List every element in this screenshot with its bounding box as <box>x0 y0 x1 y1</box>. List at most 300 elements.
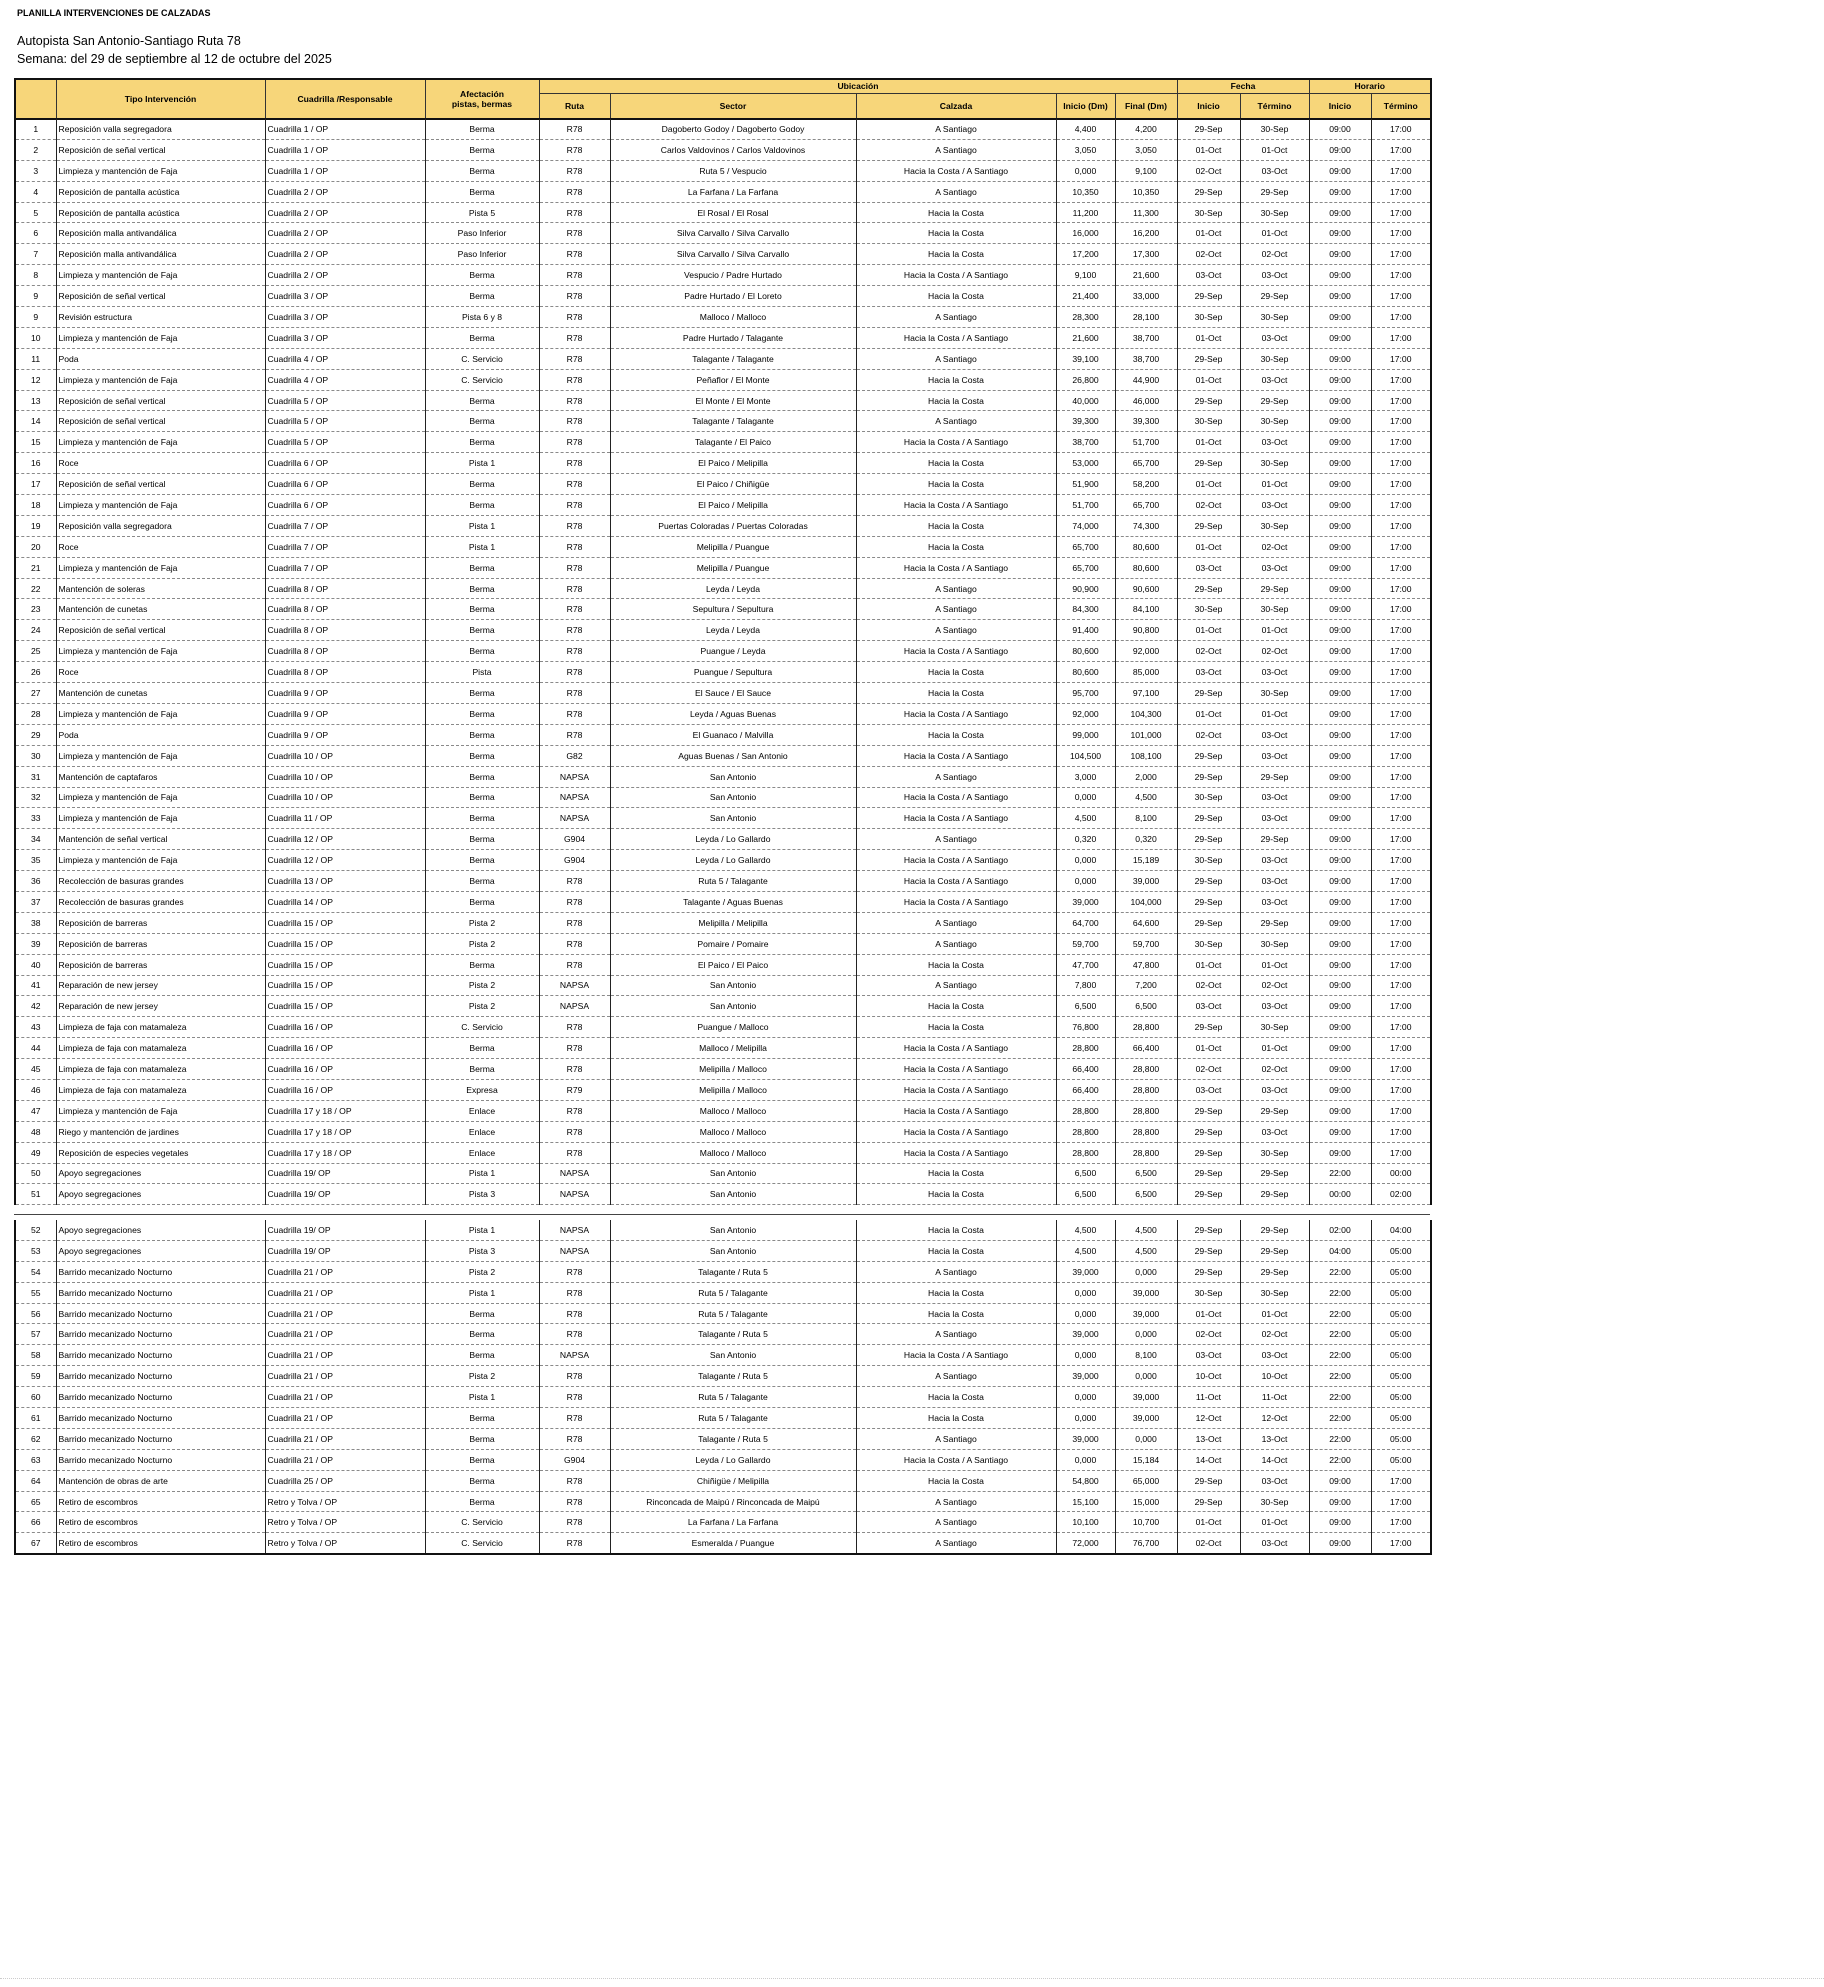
cell-tipo: Reparación de new jersey <box>56 975 265 996</box>
cell-final-dm: 28,800 <box>1115 1017 1177 1038</box>
cell-calzada: Hacia la Costa <box>856 1387 1056 1408</box>
cell-hora-inicio: 09:00 <box>1309 557 1371 578</box>
cell-tipo: Reposición malla antivandálica <box>56 223 265 244</box>
cell-afectacion: C. Servicio <box>425 1017 539 1038</box>
cell-hora-inicio: 09:00 <box>1309 369 1371 390</box>
cell-ruta: R78 <box>539 369 610 390</box>
cell-calzada: A Santiago <box>856 139 1056 160</box>
cell-tipo: Limpieza y mantención de Faja <box>56 745 265 766</box>
cell-inicio-dm: 54,800 <box>1056 1470 1115 1491</box>
cell-tipo: Recolección de basuras grandes <box>56 871 265 892</box>
cell-hora-inicio: 00:00 <box>1309 1184 1371 1205</box>
cell-tipo: Reposición valla segregadora <box>56 119 265 139</box>
cell-number: 49 <box>15 1142 56 1163</box>
cell-final-dm: 46,000 <box>1115 390 1177 411</box>
table-row <box>15 996 1431 1017</box>
cell-hora-inicio: 09:00 <box>1309 662 1371 683</box>
cell-inicio-dm: 26,800 <box>1056 369 1115 390</box>
cell-afectacion: Berma <box>425 891 539 912</box>
cell-cuadrilla: Cuadrilla 21 / OP <box>265 1324 425 1345</box>
header-final-dm: Final (Dm) <box>1115 94 1177 120</box>
table-row <box>15 202 1431 223</box>
cell-ruta: R78 <box>539 620 610 641</box>
cell-calzada: A Santiago <box>856 1512 1056 1533</box>
cell-calzada: Hacia la Costa <box>856 1220 1056 1240</box>
cell-tipo: Barrido mecanizado Nocturno <box>56 1261 265 1282</box>
cell-inicio-dm: 39,000 <box>1056 1428 1115 1449</box>
cell-hora-inicio: 09:00 <box>1309 1038 1371 1059</box>
cell-fecha-termino: 03-Oct <box>1240 369 1309 390</box>
cell-fecha-inicio: 29-Sep <box>1177 829 1240 850</box>
cell-tipo: Limpieza y mantención de Faja <box>56 641 265 662</box>
cell-tipo: Barrido mecanizado Nocturno <box>56 1345 265 1366</box>
cell-hora-inicio: 09:00 <box>1309 119 1371 139</box>
cell-final-dm: 21,600 <box>1115 265 1177 286</box>
cell-hora-termino: 05:00 <box>1371 1261 1431 1282</box>
cell-final-dm: 104,300 <box>1115 703 1177 724</box>
cell-tipo: Reposición de señal vertical <box>56 286 265 307</box>
header-hora-inicio: Inicio <box>1309 94 1371 120</box>
cell-number: 29 <box>15 724 56 745</box>
cell-final-dm: 0,000 <box>1115 1261 1177 1282</box>
cell-hora-inicio: 09:00 <box>1309 850 1371 871</box>
cell-number: 62 <box>15 1428 56 1449</box>
table-row <box>15 578 1431 599</box>
cell-final-dm: 17,300 <box>1115 244 1177 265</box>
header-afectacion <box>425 79 539 119</box>
cell-fecha-inicio: 29-Sep <box>1177 1220 1240 1240</box>
cell-afectacion: Berma <box>425 557 539 578</box>
cell-fecha-termino: 29-Sep <box>1240 1261 1309 1282</box>
cell-hora-inicio: 04:00 <box>1309 1240 1371 1261</box>
table-row <box>15 286 1431 307</box>
cell-number: 30 <box>15 745 56 766</box>
header-tipo: Tipo Intervención <box>56 79 265 119</box>
cell-fecha-inicio: 30-Sep <box>1177 787 1240 808</box>
cell-hora-termino: 17:00 <box>1371 390 1431 411</box>
table-row <box>15 1240 1431 1261</box>
cell-hora-inicio: 09:00 <box>1309 286 1371 307</box>
cell-number: 38 <box>15 912 56 933</box>
cell-inicio-dm: 0,000 <box>1056 787 1115 808</box>
cell-ruta: R78 <box>539 1017 610 1038</box>
cell-fecha-inicio: 02-Oct <box>1177 724 1240 745</box>
cell-tipo: Reposición malla antivandálica <box>56 244 265 265</box>
cell-fecha-inicio: 02-Oct <box>1177 975 1240 996</box>
cell-final-dm: 39,000 <box>1115 871 1177 892</box>
cell-hora-inicio: 02:00 <box>1309 1220 1371 1240</box>
cell-afectacion: Paso Inferior <box>425 244 539 265</box>
cell-afectacion: Pista 2 <box>425 975 539 996</box>
cell-cuadrilla: Cuadrilla 7 / OP <box>265 536 425 557</box>
cell-fecha-termino: 30-Sep <box>1240 599 1309 620</box>
cell-afectacion: Enlace <box>425 1142 539 1163</box>
cell-calzada: A Santiago <box>856 119 1056 139</box>
cell-cuadrilla: Cuadrilla 17 y 18 / OP <box>265 1100 425 1121</box>
cell-fecha-inicio: 02-Oct <box>1177 495 1240 516</box>
cell-sector: San Antonio <box>610 1345 856 1366</box>
cell-fecha-termino: 03-Oct <box>1240 1079 1309 1100</box>
header-calzada: Calzada <box>856 94 1056 120</box>
table-row <box>15 1512 1431 1533</box>
cell-sector: Silva Carvallo / Silva Carvallo <box>610 244 856 265</box>
cell-cuadrilla: Cuadrilla 21 / OP <box>265 1282 425 1303</box>
cell-fecha-inicio: 30-Sep <box>1177 599 1240 620</box>
cell-fecha-inicio: 02-Oct <box>1177 1059 1240 1080</box>
cell-cuadrilla: Cuadrilla 2 / OP <box>265 223 425 244</box>
table-row <box>15 1470 1431 1491</box>
cell-sector: Talagante / Ruta 5 <box>610 1261 856 1282</box>
cell-calzada: Hacia la Costa / A Santiago <box>856 891 1056 912</box>
cell-hora-termino: 17:00 <box>1371 202 1431 223</box>
cell-hora-termino: 04:00 <box>1371 1220 1431 1240</box>
cell-cuadrilla: Cuadrilla 17 y 18 / OP <box>265 1142 425 1163</box>
cell-afectacion: Pista 2 <box>425 996 539 1017</box>
cell-fecha-inicio: 30-Sep <box>1177 1282 1240 1303</box>
cell-inicio-dm: 65,700 <box>1056 536 1115 557</box>
cell-cuadrilla: Cuadrilla 16 / OP <box>265 1079 425 1100</box>
cell-cuadrilla: Cuadrilla 3 / OP <box>265 286 425 307</box>
cell-cuadrilla: Retro y Tolva / OP <box>265 1512 425 1533</box>
table-row <box>15 1387 1431 1408</box>
cell-cuadrilla: Cuadrilla 25 / OP <box>265 1470 425 1491</box>
cell-tipo: Roce <box>56 453 265 474</box>
cell-number: 18 <box>15 495 56 516</box>
header-fecha-termino: Término <box>1240 94 1309 120</box>
table-row <box>15 432 1431 453</box>
cell-calzada: Hacia la Costa / A Santiago <box>856 703 1056 724</box>
cell-final-dm: 39,000 <box>1115 1303 1177 1324</box>
cell-ruta: NAPSA <box>539 808 610 829</box>
cell-sector: Puertas Coloradas / Puertas Coloradas <box>610 515 856 536</box>
cell-afectacion: Berma <box>425 954 539 975</box>
cell-calzada: Hacia la Costa / A Santiago <box>856 327 1056 348</box>
cell-number: 41 <box>15 975 56 996</box>
cell-tipo: Reposición de señal vertical <box>56 139 265 160</box>
cell-fecha-termino: 03-Oct <box>1240 724 1309 745</box>
cell-fecha-termino: 30-Sep <box>1240 683 1309 704</box>
cell-ruta: R78 <box>539 1282 610 1303</box>
cell-final-dm: 0,320 <box>1115 829 1177 850</box>
cell-ruta: R78 <box>539 1142 610 1163</box>
cell-tipo: Reposición de señal vertical <box>56 411 265 432</box>
cell-calzada: Hacia la Costa <box>856 515 1056 536</box>
cell-sector: Talagante / Ruta 5 <box>610 1428 856 1449</box>
cell-ruta: R78 <box>539 578 610 599</box>
cell-cuadrilla: Cuadrilla 21 / OP <box>265 1345 425 1366</box>
cell-hora-inicio: 09:00 <box>1309 996 1371 1017</box>
cell-cuadrilla: Cuadrilla 21 / OP <box>265 1428 425 1449</box>
cell-sector: Leyda / Leyda <box>610 620 856 641</box>
cell-sector: El Paico / Chiñigüe <box>610 474 856 495</box>
cell-inicio-dm: 72,000 <box>1056 1533 1115 1554</box>
cell-afectacion: Enlace <box>425 1100 539 1121</box>
cell-number: 19 <box>15 515 56 536</box>
cell-tipo: Reposición de señal vertical <box>56 390 265 411</box>
cell-number: 64 <box>15 1470 56 1491</box>
cell-cuadrilla: Cuadrilla 16 / OP <box>265 1038 425 1059</box>
cell-tipo: Mantención de obras de arte <box>56 1470 265 1491</box>
cell-fecha-inicio: 01-Oct <box>1177 223 1240 244</box>
cell-tipo: Revisión estructura <box>56 307 265 328</box>
table-row <box>15 244 1431 265</box>
cell-cuadrilla: Cuadrilla 3 / OP <box>265 327 425 348</box>
cell-hora-inicio: 09:00 <box>1309 348 1371 369</box>
cell-hora-inicio: 09:00 <box>1309 683 1371 704</box>
cell-hora-termino: 17:00 <box>1371 724 1431 745</box>
cell-afectacion: Berma <box>425 286 539 307</box>
cell-sector: Leyda / Lo Gallardo <box>610 829 856 850</box>
cell-sector: Melipilla / Puangue <box>610 536 856 557</box>
cell-fecha-termino: 30-Sep <box>1240 307 1309 328</box>
cell-fecha-termino: 10-Oct <box>1240 1366 1309 1387</box>
cell-sector: San Antonio <box>610 808 856 829</box>
cell-afectacion: Pista 2 <box>425 912 539 933</box>
cell-cuadrilla: Cuadrilla 16 / OP <box>265 1017 425 1038</box>
cell-fecha-termino: 30-Sep <box>1240 515 1309 536</box>
cell-final-dm: 39,000 <box>1115 1408 1177 1429</box>
cell-hora-inicio: 09:00 <box>1309 766 1371 787</box>
cell-hora-termino: 17:00 <box>1371 1079 1431 1100</box>
header-afectacion-line1: Afectación <box>460 88 504 99</box>
cell-ruta: R78 <box>539 244 610 265</box>
cell-calzada: Hacia la Costa <box>856 536 1056 557</box>
cell-ruta: R78 <box>539 1387 610 1408</box>
cell-sector: Ruta 5 / Talagante <box>610 1408 856 1429</box>
cell-fecha-inicio: 29-Sep <box>1177 1470 1240 1491</box>
cell-afectacion: Berma <box>425 1303 539 1324</box>
cell-fecha-inicio: 29-Sep <box>1177 1142 1240 1163</box>
cell-calzada: Hacia la Costa / A Santiago <box>856 1449 1056 1470</box>
table-row <box>15 975 1431 996</box>
cell-cuadrilla: Cuadrilla 11 / OP <box>265 808 425 829</box>
cell-fecha-termino: 03-Oct <box>1240 662 1309 683</box>
cell-ruta: NAPSA <box>539 1184 610 1205</box>
cell-ruta: R78 <box>539 119 610 139</box>
cell-final-dm: 90,800 <box>1115 620 1177 641</box>
cell-sector: El Guanaco / Malvilla <box>610 724 856 745</box>
cell-final-dm: 8,100 <box>1115 1345 1177 1366</box>
cell-hora-inicio: 09:00 <box>1309 1100 1371 1121</box>
cell-calzada: Hacia la Costa / A Santiago <box>856 850 1056 871</box>
cell-hora-termino: 17:00 <box>1371 871 1431 892</box>
cell-number: 26 <box>15 662 56 683</box>
cell-inicio-dm: 91,400 <box>1056 620 1115 641</box>
cell-number: 27 <box>15 683 56 704</box>
table-row <box>15 1100 1431 1121</box>
cell-sector: Puangue / Malloco <box>610 1017 856 1038</box>
header-afectacion-line2: pistas, bermas <box>451 99 513 109</box>
cell-fecha-inicio: 29-Sep <box>1177 1163 1240 1184</box>
cell-inicio-dm: 39,000 <box>1056 1366 1115 1387</box>
cell-inicio-dm: 4,500 <box>1056 1240 1115 1261</box>
cell-number: 60 <box>15 1387 56 1408</box>
cell-hora-inicio: 09:00 <box>1309 620 1371 641</box>
cell-tipo: Limpieza de faja con matamaleza <box>56 1017 265 1038</box>
cell-afectacion: Berma <box>425 703 539 724</box>
cell-hora-inicio: 09:00 <box>1309 933 1371 954</box>
cell-hora-inicio: 09:00 <box>1309 891 1371 912</box>
cell-calzada: Hacia la Costa <box>856 223 1056 244</box>
cell-hora-inicio: 09:00 <box>1309 1470 1371 1491</box>
cell-sector: Talagante / Aguas Buenas <box>610 891 856 912</box>
table-row <box>15 536 1431 557</box>
cell-calzada: Hacia la Costa <box>856 954 1056 975</box>
cell-tipo: Limpieza de faja con matamaleza <box>56 1059 265 1080</box>
cell-afectacion: Berma <box>425 599 539 620</box>
cell-calzada: A Santiago <box>856 1366 1056 1387</box>
cell-cuadrilla: Cuadrilla 12 / OP <box>265 850 425 871</box>
cell-hora-termino: 17:00 <box>1371 829 1431 850</box>
cell-fecha-termino: 02-Oct <box>1240 975 1309 996</box>
cell-fecha-inicio: 03-Oct <box>1177 265 1240 286</box>
cell-fecha-inicio: 01-Oct <box>1177 536 1240 557</box>
cell-afectacion: Paso Inferior <box>425 223 539 244</box>
cell-calzada: Hacia la Costa <box>856 724 1056 745</box>
table-row <box>15 348 1431 369</box>
cell-final-dm: 28,800 <box>1115 1079 1177 1100</box>
cell-afectacion: Pista 1 <box>425 536 539 557</box>
cell-number: 37 <box>15 891 56 912</box>
cell-cuadrilla: Cuadrilla 1 / OP <box>265 139 425 160</box>
cell-sector: Esmeralda / Puangue <box>610 1533 856 1554</box>
cell-fecha-inicio: 10-Oct <box>1177 1366 1240 1387</box>
cell-tipo: Barrido mecanizado Nocturno <box>56 1408 265 1429</box>
header-fecha-inicio: Inicio <box>1177 94 1240 120</box>
cell-final-dm: 28,800 <box>1115 1100 1177 1121</box>
cell-fecha-termino: 03-Oct <box>1240 327 1309 348</box>
cell-tipo: Poda <box>56 348 265 369</box>
cell-number: 2 <box>15 139 56 160</box>
cell-afectacion: Berma <box>425 181 539 202</box>
cell-sector: San Antonio <box>610 1220 856 1240</box>
cell-inicio-dm: 76,800 <box>1056 1017 1115 1038</box>
cell-number: 32 <box>15 787 56 808</box>
cell-cuadrilla: Cuadrilla 21 / OP <box>265 1387 425 1408</box>
cell-number: 54 <box>15 1261 56 1282</box>
cell-final-dm: 0,000 <box>1115 1428 1177 1449</box>
cell-afectacion: Berma <box>425 1428 539 1449</box>
cell-hora-termino: 17:00 <box>1371 787 1431 808</box>
cell-fecha-inicio: 03-Oct <box>1177 557 1240 578</box>
cell-final-dm: 92,000 <box>1115 641 1177 662</box>
cell-inicio-dm: 6,500 <box>1056 1184 1115 1205</box>
cell-hora-inicio: 09:00 <box>1309 244 1371 265</box>
cell-hora-termino: 17:00 <box>1371 119 1431 139</box>
cell-ruta: NAPSA <box>539 787 610 808</box>
cell-sector: Talagante / El Paico <box>610 432 856 453</box>
table-row <box>15 1491 1431 1512</box>
cell-fecha-termino: 03-Oct <box>1240 787 1309 808</box>
cell-tipo: Mantención de señal vertical <box>56 829 265 850</box>
cell-ruta: NAPSA <box>539 975 610 996</box>
cell-final-dm: 44,900 <box>1115 369 1177 390</box>
cell-number: 46 <box>15 1079 56 1100</box>
cell-inicio-dm: 66,400 <box>1056 1079 1115 1100</box>
cell-final-dm: 66,400 <box>1115 1038 1177 1059</box>
cell-hora-termino: 17:00 <box>1371 1533 1431 1554</box>
cell-fecha-inicio: 01-Oct <box>1177 327 1240 348</box>
cell-afectacion: Berma <box>425 119 539 139</box>
table-row <box>15 453 1431 474</box>
cell-tipo: Limpieza de faja con matamaleza <box>56 1079 265 1100</box>
cell-number: 55 <box>15 1282 56 1303</box>
cell-afectacion: Berma <box>425 139 539 160</box>
cell-inicio-dm: 15,100 <box>1056 1491 1115 1512</box>
cell-final-dm: 84,100 <box>1115 599 1177 620</box>
cell-afectacion: C. Servicio <box>425 369 539 390</box>
cell-hora-inicio: 09:00 <box>1309 871 1371 892</box>
cell-fecha-termino: 03-Oct <box>1240 265 1309 286</box>
header-ubicacion: Ubicación <box>539 79 1177 94</box>
cell-hora-termino: 17:00 <box>1371 745 1431 766</box>
cell-final-dm: 85,000 <box>1115 662 1177 683</box>
cell-hora-termino: 17:00 <box>1371 265 1431 286</box>
cell-inicio-dm: 9,100 <box>1056 265 1115 286</box>
table-row <box>15 1533 1431 1554</box>
cell-inicio-dm: 90,900 <box>1056 578 1115 599</box>
cell-fecha-termino: 03-Oct <box>1240 557 1309 578</box>
cell-final-dm: 38,700 <box>1115 348 1177 369</box>
cell-tipo: Retiro de escombros <box>56 1533 265 1554</box>
cell-ruta: R78 <box>539 891 610 912</box>
cell-fecha-termino: 02-Oct <box>1240 244 1309 265</box>
table-row <box>15 766 1431 787</box>
cell-ruta: R78 <box>539 202 610 223</box>
cell-hora-termino: 17:00 <box>1371 515 1431 536</box>
table-row <box>15 662 1431 683</box>
cell-hora-termino: 17:00 <box>1371 369 1431 390</box>
cell-afectacion: Pista 1 <box>425 515 539 536</box>
cell-ruta: R78 <box>539 348 610 369</box>
cell-cuadrilla: Cuadrilla 6 / OP <box>265 495 425 516</box>
cell-hora-inicio: 09:00 <box>1309 1121 1371 1142</box>
cell-final-dm: 39,300 <box>1115 411 1177 432</box>
cell-calzada: Hacia la Costa <box>856 202 1056 223</box>
cell-hora-termino: 05:00 <box>1371 1428 1431 1449</box>
cell-fecha-termino: 30-Sep <box>1240 202 1309 223</box>
cell-sector: Puangue / Leyda <box>610 641 856 662</box>
cell-number: 1 <box>15 119 56 139</box>
table-row <box>15 1324 1431 1345</box>
cell-number: 34 <box>15 829 56 850</box>
cell-calzada: A Santiago <box>856 933 1056 954</box>
cell-number: 48 <box>15 1121 56 1142</box>
cell-ruta: R79 <box>539 1079 610 1100</box>
cell-afectacion: Pista 1 <box>425 1387 539 1408</box>
table-row <box>15 390 1431 411</box>
cell-fecha-inicio: 02-Oct <box>1177 244 1240 265</box>
cell-inicio-dm: 39,000 <box>1056 1324 1115 1345</box>
cell-tipo: Limpieza y mantención de Faja <box>56 787 265 808</box>
cell-sector: Ruta 5 / Talagante <box>610 1303 856 1324</box>
cell-calzada: Hacia la Costa <box>856 1303 1056 1324</box>
cell-sector: San Antonio <box>610 787 856 808</box>
cell-afectacion: Berma <box>425 411 539 432</box>
cell-hora-termino: 17:00 <box>1371 641 1431 662</box>
cell-tipo: Retiro de escombros <box>56 1491 265 1512</box>
cell-cuadrilla: Cuadrilla 21 / OP <box>265 1261 425 1282</box>
cell-afectacion: Berma <box>425 1470 539 1491</box>
cell-fecha-termino: 13-Oct <box>1240 1428 1309 1449</box>
cell-cuadrilla: Cuadrilla 2 / OP <box>265 244 425 265</box>
table-row <box>15 850 1431 871</box>
cell-fecha-termino: 14-Oct <box>1240 1449 1309 1470</box>
cell-ruta: R78 <box>539 495 610 516</box>
cell-number: 9 <box>15 286 56 307</box>
cell-afectacion: C. Servicio <box>425 1533 539 1554</box>
cell-hora-inicio: 09:00 <box>1309 411 1371 432</box>
